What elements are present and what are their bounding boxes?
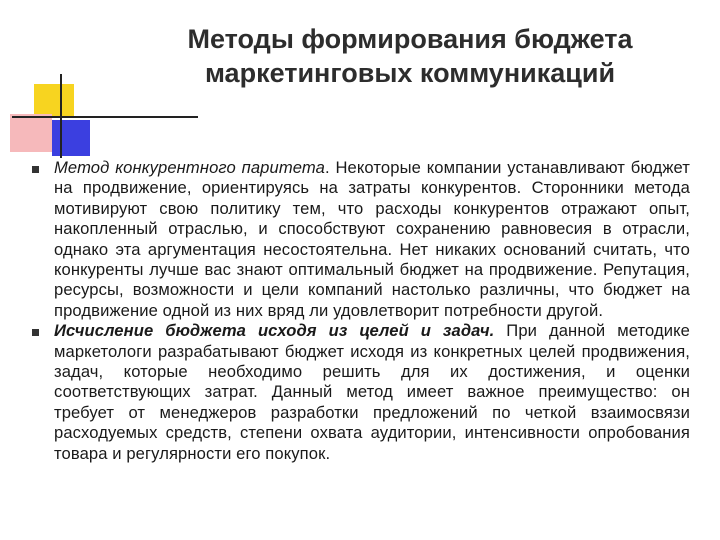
list-item [32,321,690,464]
slide-title [150,22,670,90]
list-item-term: Метод конкурентного паритета [54,158,325,177]
slide-title-line1: Методы формирования бюджета [187,24,633,54]
list-item-text [54,158,690,321]
list-item-term: Исчисление бюджета исходя из целей и задач. [54,321,495,341]
decor-blue-square [52,120,90,156]
decor-yellow-square [34,84,74,118]
decor-pink-square [10,114,52,152]
list-item-text [54,321,690,464]
list-item-body: . Некоторые компании устанавливают бюджет на продвижение, ориентируясь на затраты конкурентов. Сторонники метода мотивируют свою политику тем, что расходы конкурентов отражают опыт, накопленный отраслью, и способствуют сохранению равновесия в отрасли, однако эта аргументация несостоятельна. Нет никаких оснований считать, что конкуренты лучше вас знают оптимальный бюджет на продвижение. Репутация, ресурсы, возможности и цели компаний настолько различны, что бюджет на продвижение одной из них вряд ли удовлетворит потребности другой. [54,158,691,320]
slide-title-line2: маркетинговых коммуникаций [204,58,616,88]
bullet-list [32,158,690,464]
list-item [32,158,690,321]
list-item-body: При данной методике маркетологи разрабатывают бюджет исходя из конкретных целей продвижения, задач, которые необходимо решить для их достижения, и оценки соответствующих затрат. Данный метод имеет важное преимущество: он требует от менеджеров разработки предложений по четкой взаимосвязи расходуемых средств, степени охвата аудитории, интенсивности опробования товара и регулярности его покупок. [54,321,691,463]
bullet-square-icon [32,329,39,336]
bullet-square-icon [32,166,39,173]
decor-horizontal-line [12,116,198,118]
